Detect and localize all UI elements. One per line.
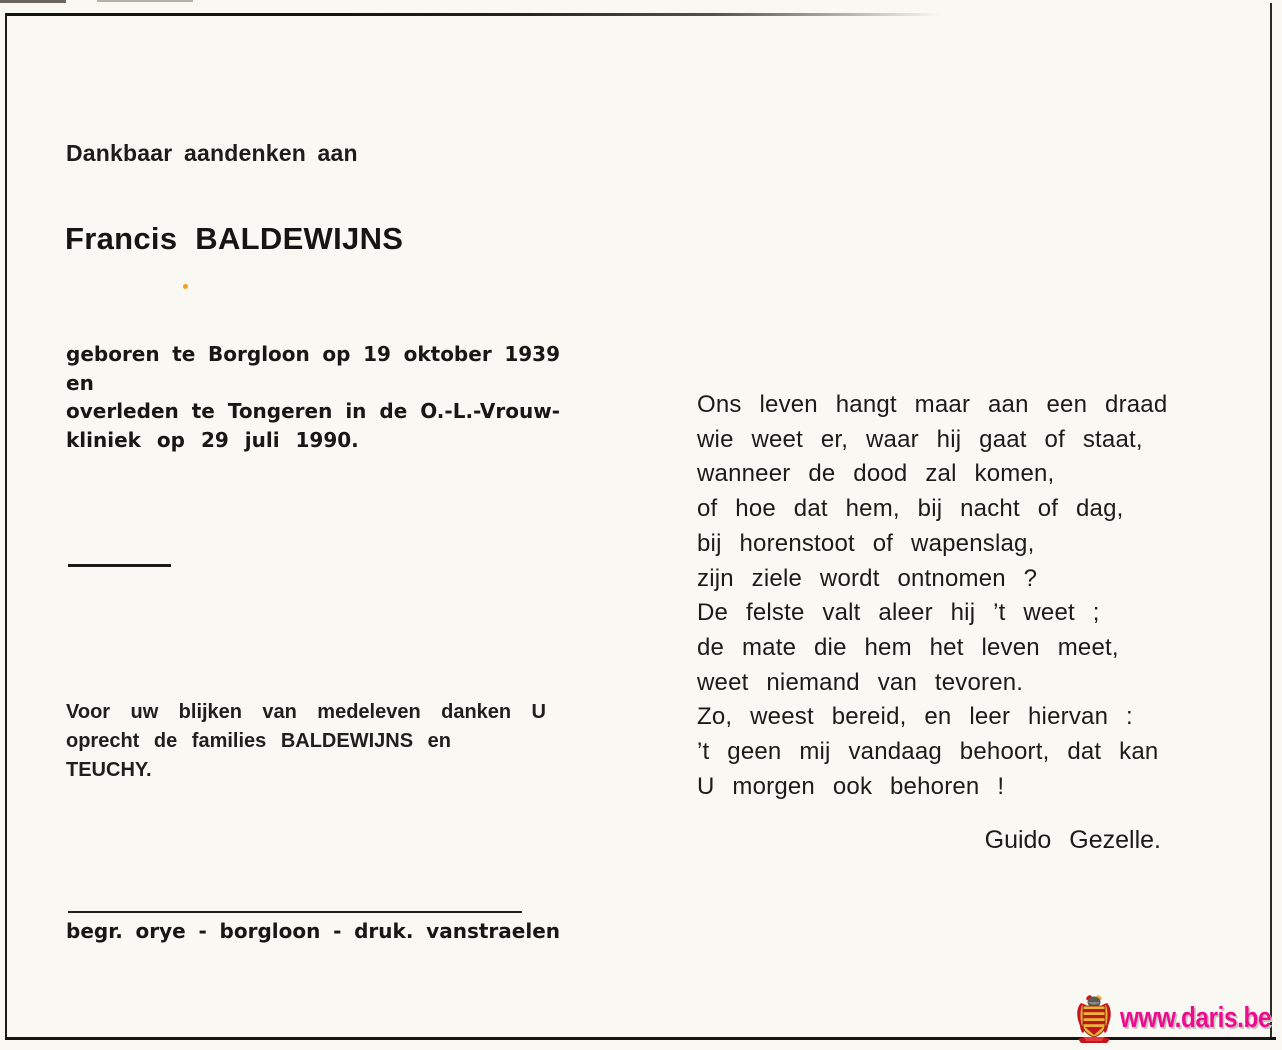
poem-line: Zo, weest bereid, en leer hiervan : [697,703,1133,731]
card-border-right [1270,3,1272,1039]
short-divider-line [68,564,171,567]
poem-line: wie weet er, waar hij gaat of staat, [697,425,1143,453]
deceased-name: Francis BALDEWIJNS [65,221,404,256]
life-dates-paragraph [66,340,560,454]
poem-line: bij horenstoot of wapenslag, [697,529,1035,557]
acknowledgement-line: TEUCHY. [66,759,152,781]
printer-credit-line: begr. orye - borgloon - druk. vanstraelen [66,919,560,943]
poem-line: wanneer de dood zal komen, [697,460,1055,488]
poem-line: of hoe dat hem, bij nacht of dag, [697,495,1124,523]
poem-author: Guido Gezelle. [984,826,1161,854]
acknowledgement-paragraph [66,698,546,785]
poem-line: U morgen ook behoren ! [697,772,1005,800]
poem-line: De felste valt aleer hij ’t weet ; [697,599,1100,627]
card-border-left [5,13,7,1039]
scan-speck [183,284,188,289]
watermark-url-text: www.daris.be [1120,1002,1272,1034]
scan-smudge-top-left [0,0,66,3]
poem-line: ’t geen mij vandaag behoort, dat kan [697,738,1159,766]
life-dates-line: kliniek op 29 juli 1990. [66,427,359,452]
printer-divider-line [68,911,522,913]
scan-smudge-top [97,0,193,2]
daris-crest-icon [1074,993,1114,1047]
poem-line: Ons leven hangt maar aan een draad [697,391,1168,418]
dedication-text: Dankbaar aandenken aan [66,140,358,166]
acknowledgement-line: oprecht de families BALDEWIJNS en [66,730,451,752]
acknowledgement-line: Voor uw blijken van medeleven danken U [66,701,546,723]
poem-line: de mate die hem het leven meet, [697,633,1119,661]
life-dates-line: geboren te Borgloon op 19 oktober 1939 en [66,342,560,395]
poem-block [697,388,1217,804]
poem-line: weet niemand van tevoren. [697,668,1024,696]
card-border-top [6,13,940,16]
poem-line: zijn ziele wordt ontnomen ? [697,564,1038,592]
life-dates-line: overleden te Tongeren in de O.-L.-Vrouw- [66,399,560,423]
